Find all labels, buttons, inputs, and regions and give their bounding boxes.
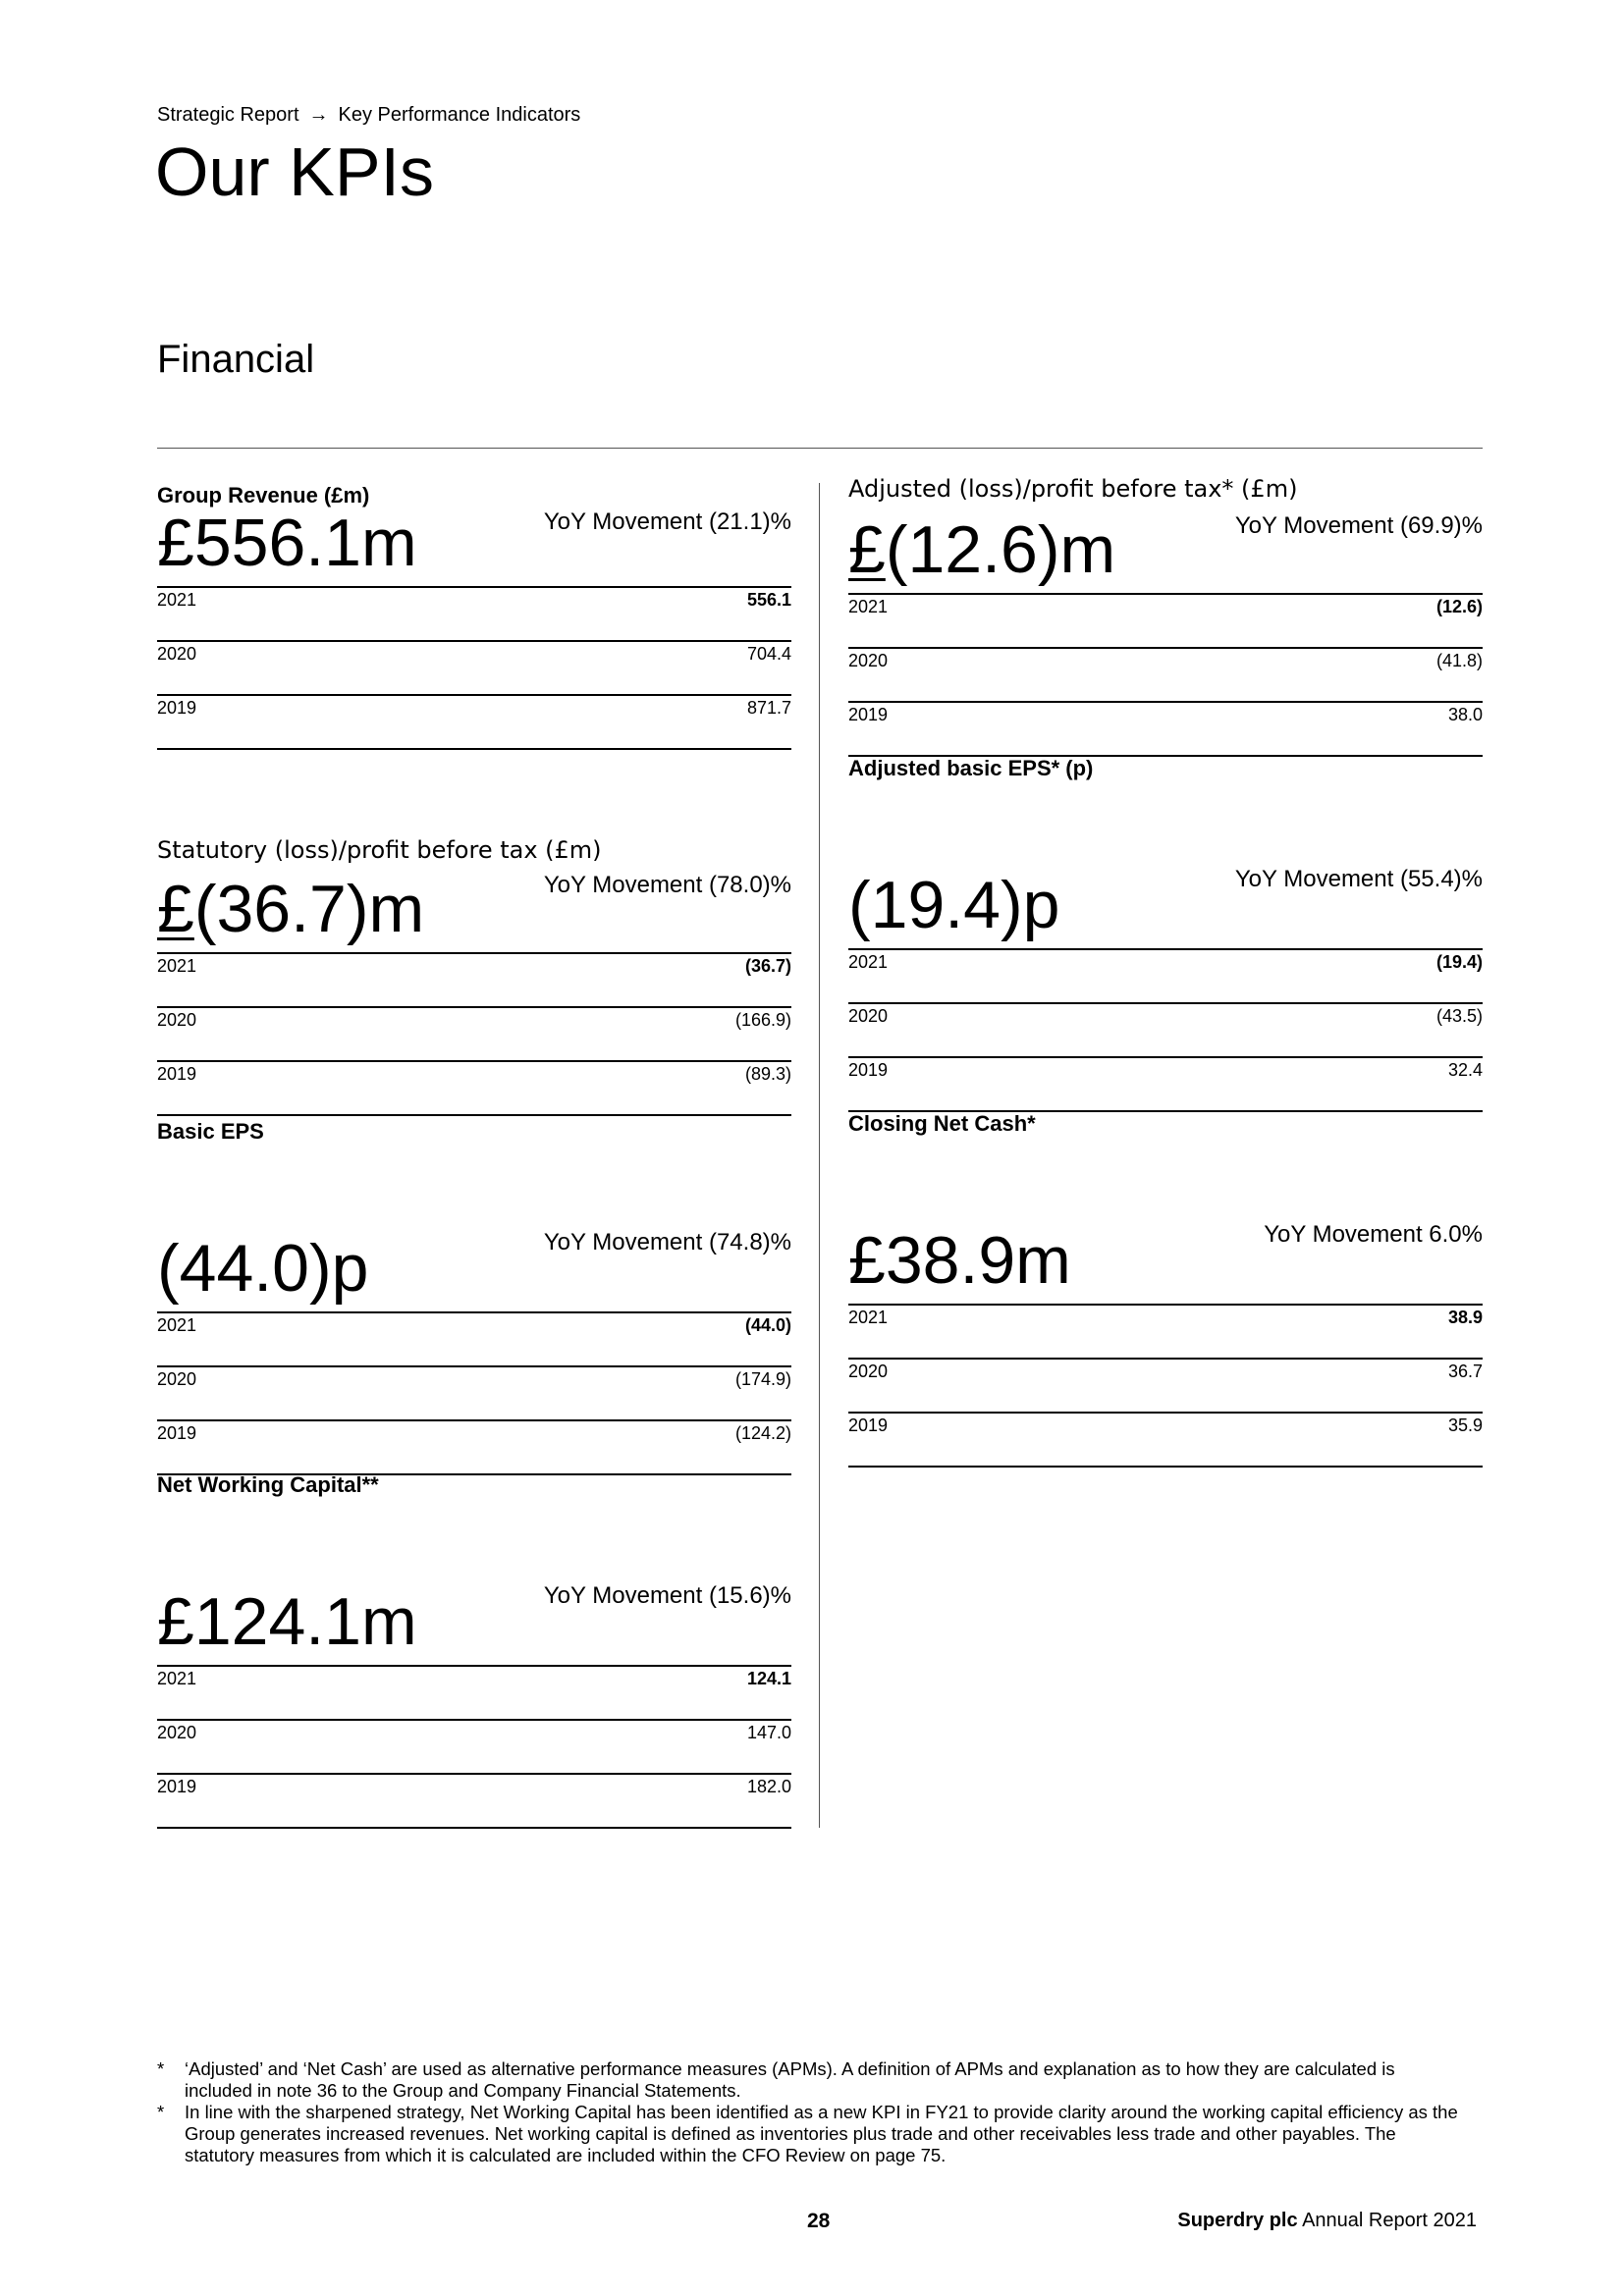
value-amount: (12.6)m — [885, 512, 1116, 587]
kpi-row-2019 — [848, 1414, 1483, 1468]
row-year: 2019 — [157, 1777, 197, 1796]
kpi-table — [157, 586, 791, 750]
row-value: 147.0 — [746, 1723, 791, 1742]
row-value: (12.6) — [1435, 597, 1483, 616]
kpi-table — [848, 593, 1483, 757]
footnote-text: ‘Adjusted’ and ‘Net Cash’ are used as alternative performance measures (APMs). A definition of APMs and explanation as to how they are calculated is included in note 36 to the Group and Company Financial Statements. — [185, 2058, 1395, 2101]
kpi-row-2020 — [848, 649, 1483, 703]
kpi-yoy: YoY Movement (74.8)% — [543, 1229, 791, 1255]
row-value: (43.5) — [1435, 1006, 1483, 1026]
row-value: (166.9) — [734, 1010, 791, 1030]
row-value: (41.8) — [1435, 651, 1483, 670]
kpi-row-2019 — [157, 1421, 791, 1475]
row-value: 871.7 — [746, 698, 791, 718]
kpi-row-2019 — [157, 1062, 791, 1116]
kpi-value: £556.1m — [157, 506, 417, 580]
kpi-group-revenue — [157, 483, 791, 750]
row-value: (174.9) — [734, 1369, 791, 1389]
kpi-row-2020 — [157, 1367, 791, 1421]
row-value: 556.1 — [746, 590, 791, 610]
kpi-row-2021 — [848, 1306, 1483, 1360]
kpi-label: Basic EPS — [157, 1119, 264, 1144]
kpi-table — [157, 1665, 791, 1829]
row-year: 2020 — [157, 1010, 197, 1030]
kpi-label: Group Revenue (£m) — [157, 483, 370, 507]
row-year: 2021 — [157, 956, 197, 976]
kpi-row-2020 — [157, 1008, 791, 1062]
section-divider — [157, 448, 1483, 449]
row-value: (89.3) — [744, 1064, 791, 1084]
row-year: 2021 — [157, 1315, 197, 1335]
kpi-label: Adjusted (loss)/profit before tax* (£m) — [848, 475, 1298, 503]
kpi-yoy: YoY Movement (69.9)% — [1234, 512, 1483, 539]
kpi-table — [848, 948, 1483, 1112]
kpi-row-2021 — [157, 1667, 791, 1721]
breadcrumb — [157, 104, 580, 127]
row-year: 2020 — [848, 1362, 889, 1381]
row-value: (44.0) — [744, 1315, 791, 1335]
row-year: 2021 — [848, 1308, 889, 1327]
footnote — [157, 2102, 1463, 2166]
kpi-table — [157, 952, 791, 1116]
row-value: (36.7) — [744, 956, 791, 976]
row-value: 182.0 — [746, 1777, 791, 1796]
currency-symbol: £ — [848, 512, 886, 587]
row-year: 2020 — [157, 1369, 197, 1389]
kpi-table — [157, 1311, 791, 1475]
kpi-row-2020 — [157, 1721, 791, 1775]
row-year: 2021 — [848, 597, 889, 616]
kpi-yoy: YoY Movement (55.4)% — [1234, 866, 1483, 892]
kpi-label: Net Working Capital** — [157, 1472, 379, 1497]
row-value: (19.4) — [1435, 952, 1483, 972]
kpi-label: Statutory (loss)/profit before tax (£m) — [157, 836, 602, 864]
breadcrumb-page: Key Performance Indicators — [338, 104, 581, 126]
row-year: 2020 — [157, 1723, 197, 1742]
column-divider — [819, 483, 820, 1828]
footnote-text: In line with the sharpened strategy, Net Working Capital has been identified as a new KPI in FY21 to provide clarity around the working capital efficiency as the Group generates increased revenues. Net working capital is defined as inventories plus trade and other receivables less trade and other payables. The statutory measures from which it is calculated are included within the CFO Review on page 75. — [185, 2102, 1458, 2165]
footnote-marker: * — [157, 2058, 165, 2079]
kpi-row-2021 — [848, 950, 1483, 1004]
kpi-yoy: YoY Movement (15.6)% — [543, 1582, 791, 1609]
page-number: 28 — [807, 2210, 831, 2232]
row-year: 2021 — [157, 590, 197, 610]
kpi-table — [848, 1304, 1483, 1468]
kpi-row-2020 — [848, 1004, 1483, 1058]
kpi-value: £38.9m — [848, 1223, 1071, 1298]
kpi-basic-eps — [157, 1119, 791, 1475]
row-year: 2020 — [848, 1006, 889, 1026]
row-year: 2019 — [157, 1064, 197, 1084]
row-year: 2021 — [848, 952, 889, 972]
kpi-row-2021 — [848, 595, 1483, 649]
kpi-value — [848, 512, 1116, 587]
row-year: 2019 — [157, 698, 197, 718]
kpi-value: £124.1m — [157, 1584, 417, 1659]
kpi-closing-net-cash — [848, 1111, 1483, 1468]
footnote-marker: * — [157, 2102, 165, 2122]
row-year: 2020 — [157, 644, 197, 664]
row-value: 704.4 — [746, 644, 791, 664]
kpi-row-2019 — [157, 696, 791, 750]
kpi-row-2019 — [848, 1058, 1483, 1112]
kpi-value: (44.0)p — [157, 1231, 369, 1306]
breadcrumb-section[interactable]: Strategic Report — [157, 104, 299, 126]
footer-publication: Annual Report 2021 — [1302, 2210, 1477, 2231]
kpi-row-2020 — [848, 1360, 1483, 1414]
kpi-value — [157, 872, 425, 946]
row-value: 124.1 — [746, 1669, 791, 1688]
kpi-statutory-pbt — [157, 836, 791, 1116]
footer-company: Superdry plc — [1177, 2210, 1298, 2231]
kpi-adjusted-pbt — [848, 475, 1483, 757]
page-title: Our KPIs — [155, 133, 434, 210]
kpi-yoy: YoY Movement (21.1)% — [543, 508, 791, 535]
row-value: 38.0 — [1447, 705, 1483, 724]
value-amount: (36.7)m — [193, 872, 425, 946]
kpi-row-2021 — [157, 954, 791, 1008]
footnote — [157, 2058, 1463, 2102]
kpi-adjusted-eps — [848, 756, 1483, 1112]
row-value: 36.7 — [1447, 1362, 1483, 1381]
row-value: 35.9 — [1447, 1415, 1483, 1435]
row-year: 2021 — [157, 1669, 197, 1688]
kpi-label: Adjusted basic EPS* (p) — [848, 756, 1094, 780]
kpi-label: Closing Net Cash* — [848, 1111, 1036, 1136]
kpi-row-2020 — [157, 642, 791, 696]
kpi-yoy: YoY Movement 6.0% — [1264, 1221, 1483, 1248]
kpi-net-working-capital — [157, 1472, 791, 1829]
kpi-row-2019 — [848, 703, 1483, 757]
footer-brand — [1177, 2210, 1477, 2232]
kpi-row-2019 — [157, 1775, 791, 1829]
row-value: 32.4 — [1447, 1060, 1483, 1080]
row-year: 2019 — [848, 705, 889, 724]
kpi-value: (19.4)p — [848, 868, 1060, 942]
kpi-yoy: YoY Movement (78.0)% — [543, 872, 791, 898]
row-year: 2019 — [848, 1060, 889, 1080]
row-year: 2019 — [157, 1423, 197, 1443]
breadcrumb-arrow-icon: → — [308, 104, 329, 126]
row-value: 38.9 — [1447, 1308, 1483, 1327]
kpi-row-2021 — [157, 1313, 791, 1367]
footnotes — [157, 2058, 1463, 2166]
row-year: 2019 — [848, 1415, 889, 1435]
currency-symbol: £ — [157, 872, 194, 946]
row-year: 2020 — [848, 651, 889, 670]
kpi-row-2021 — [157, 588, 791, 642]
section-title: Financial — [157, 338, 315, 381]
row-value: (124.2) — [734, 1423, 791, 1443]
